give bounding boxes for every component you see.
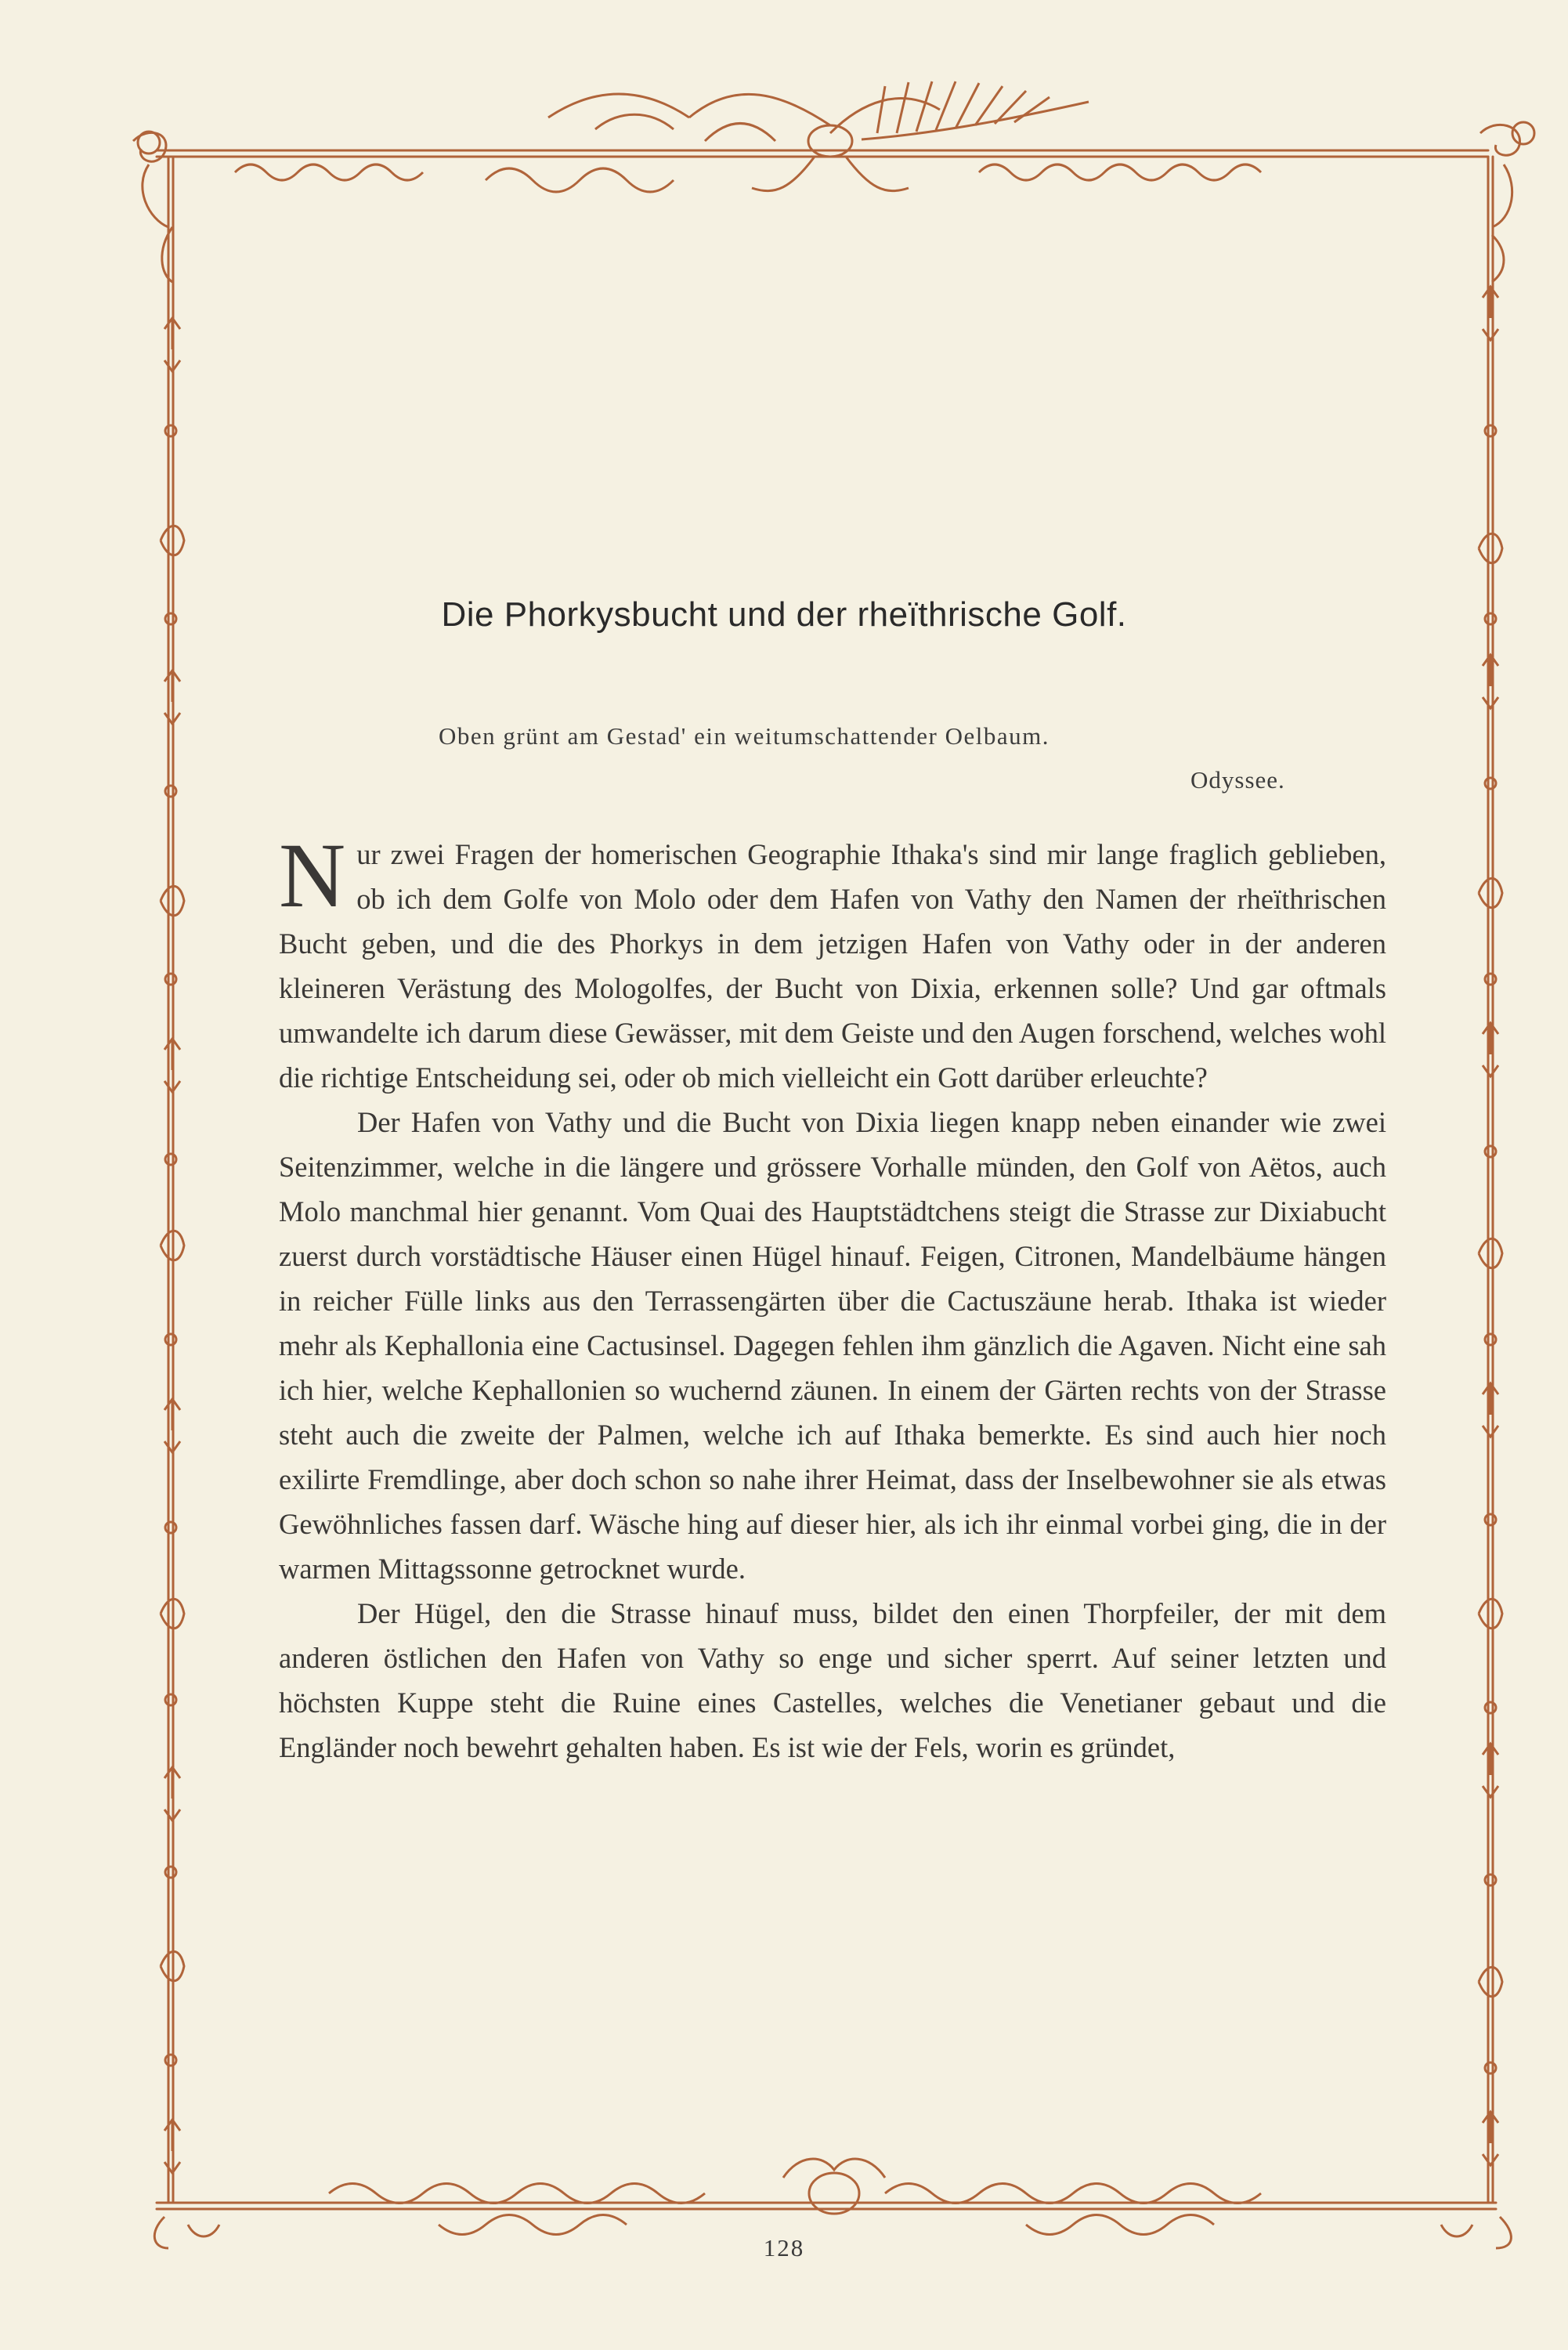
body-text <box>279 824 1386 1770</box>
chapter-title: Die Phorkysbucht und der rheïthrische Golf. <box>441 595 1127 634</box>
paragraph-2: Der Hafen von Vathy und die Bucht von Dixia liegen knapp neben einander wie zwei Seitenzimmer, welche in die längere und grössere Vorhalle münden, den Golf von Aëtos, auch Molo manchmal hier genannt. Vom Quai des Hauptstädtchens steigt die Strasse zur Dixiabucht zuerst durch vorstädtische Häuser einen Hügel hinauf. Feigen, Citronen, Mandelbäume hängen in reicher Fülle links aus den Terrassengärten über die Cactuszäune herab. Ithaka ist wieder mehr als Kephallonia eine Cactusinsel. Dagegen fehlen ihm gänzlich die Agaven. Nicht eine sah ich hier, welche Kephallonien so wuchernd zäunen. In einem der Gärten rechts von der Strasse steht auch die zweite der Palmen, welche ich auf Ithaka bemerkte. Es sind auch hier noch exilirte Fremdlinge, aber doch schon so nahe ihrer Heimat, dass der Inselbewohner sie als etwas Gewöhnliches fassen darf. Wäsche hing auf dieser hier, als ich ihr einmal vorbei ging, die in der warmen Mittagssonne getrocknet wurde. <box>279 1106 1386 1585</box>
epigraph-text: Oben grünt am Gestad' ein weitumschattender Oelbaum. <box>439 722 1050 750</box>
epigraph-source: Odyssee. <box>1190 766 1285 794</box>
drop-cap: N <box>279 824 346 927</box>
paragraph-3: Der Hügel, den die Strasse hinauf muss, bildet den einen Thorpfeiler, der mit dem anderen östlichen den Hafen von Vathy so enge und sicher sperrt. Auf seiner letzten und höchsten Kuppe steht die Ruine eines Castelles, welches die Venetianer gebaut und die Engländer noch bewehrt gehalten haben. Es ist wie der Fels, worin es gründet, <box>279 1597 1386 1763</box>
paragraph-1-text: ur zwei Fragen der homerischen Geographie Ithaka's sind mir lange fraglich geblieben, ob ich dem Golfe von Molo oder dem Hafen von Vathy den Namen der rheïthrischen Bucht geben, und die des Phorkys in dem jetzigen Hafen von Vathy oder in der anderen kleineren Verästung des Mologolfes, der Bucht von Dixia, erkennen solle? Und gar oftmals umwandelte ich darum diese Gewässer, mit dem Geiste und den Augen forschend, welches wohl die richtige Entscheidung sei, oder ob mich vielleicht ein Gott darüber erleuchte? <box>279 838 1386 1094</box>
page-number: 128 <box>763 2234 805 2261</box>
paragraph-1 <box>279 824 1386 1100</box>
